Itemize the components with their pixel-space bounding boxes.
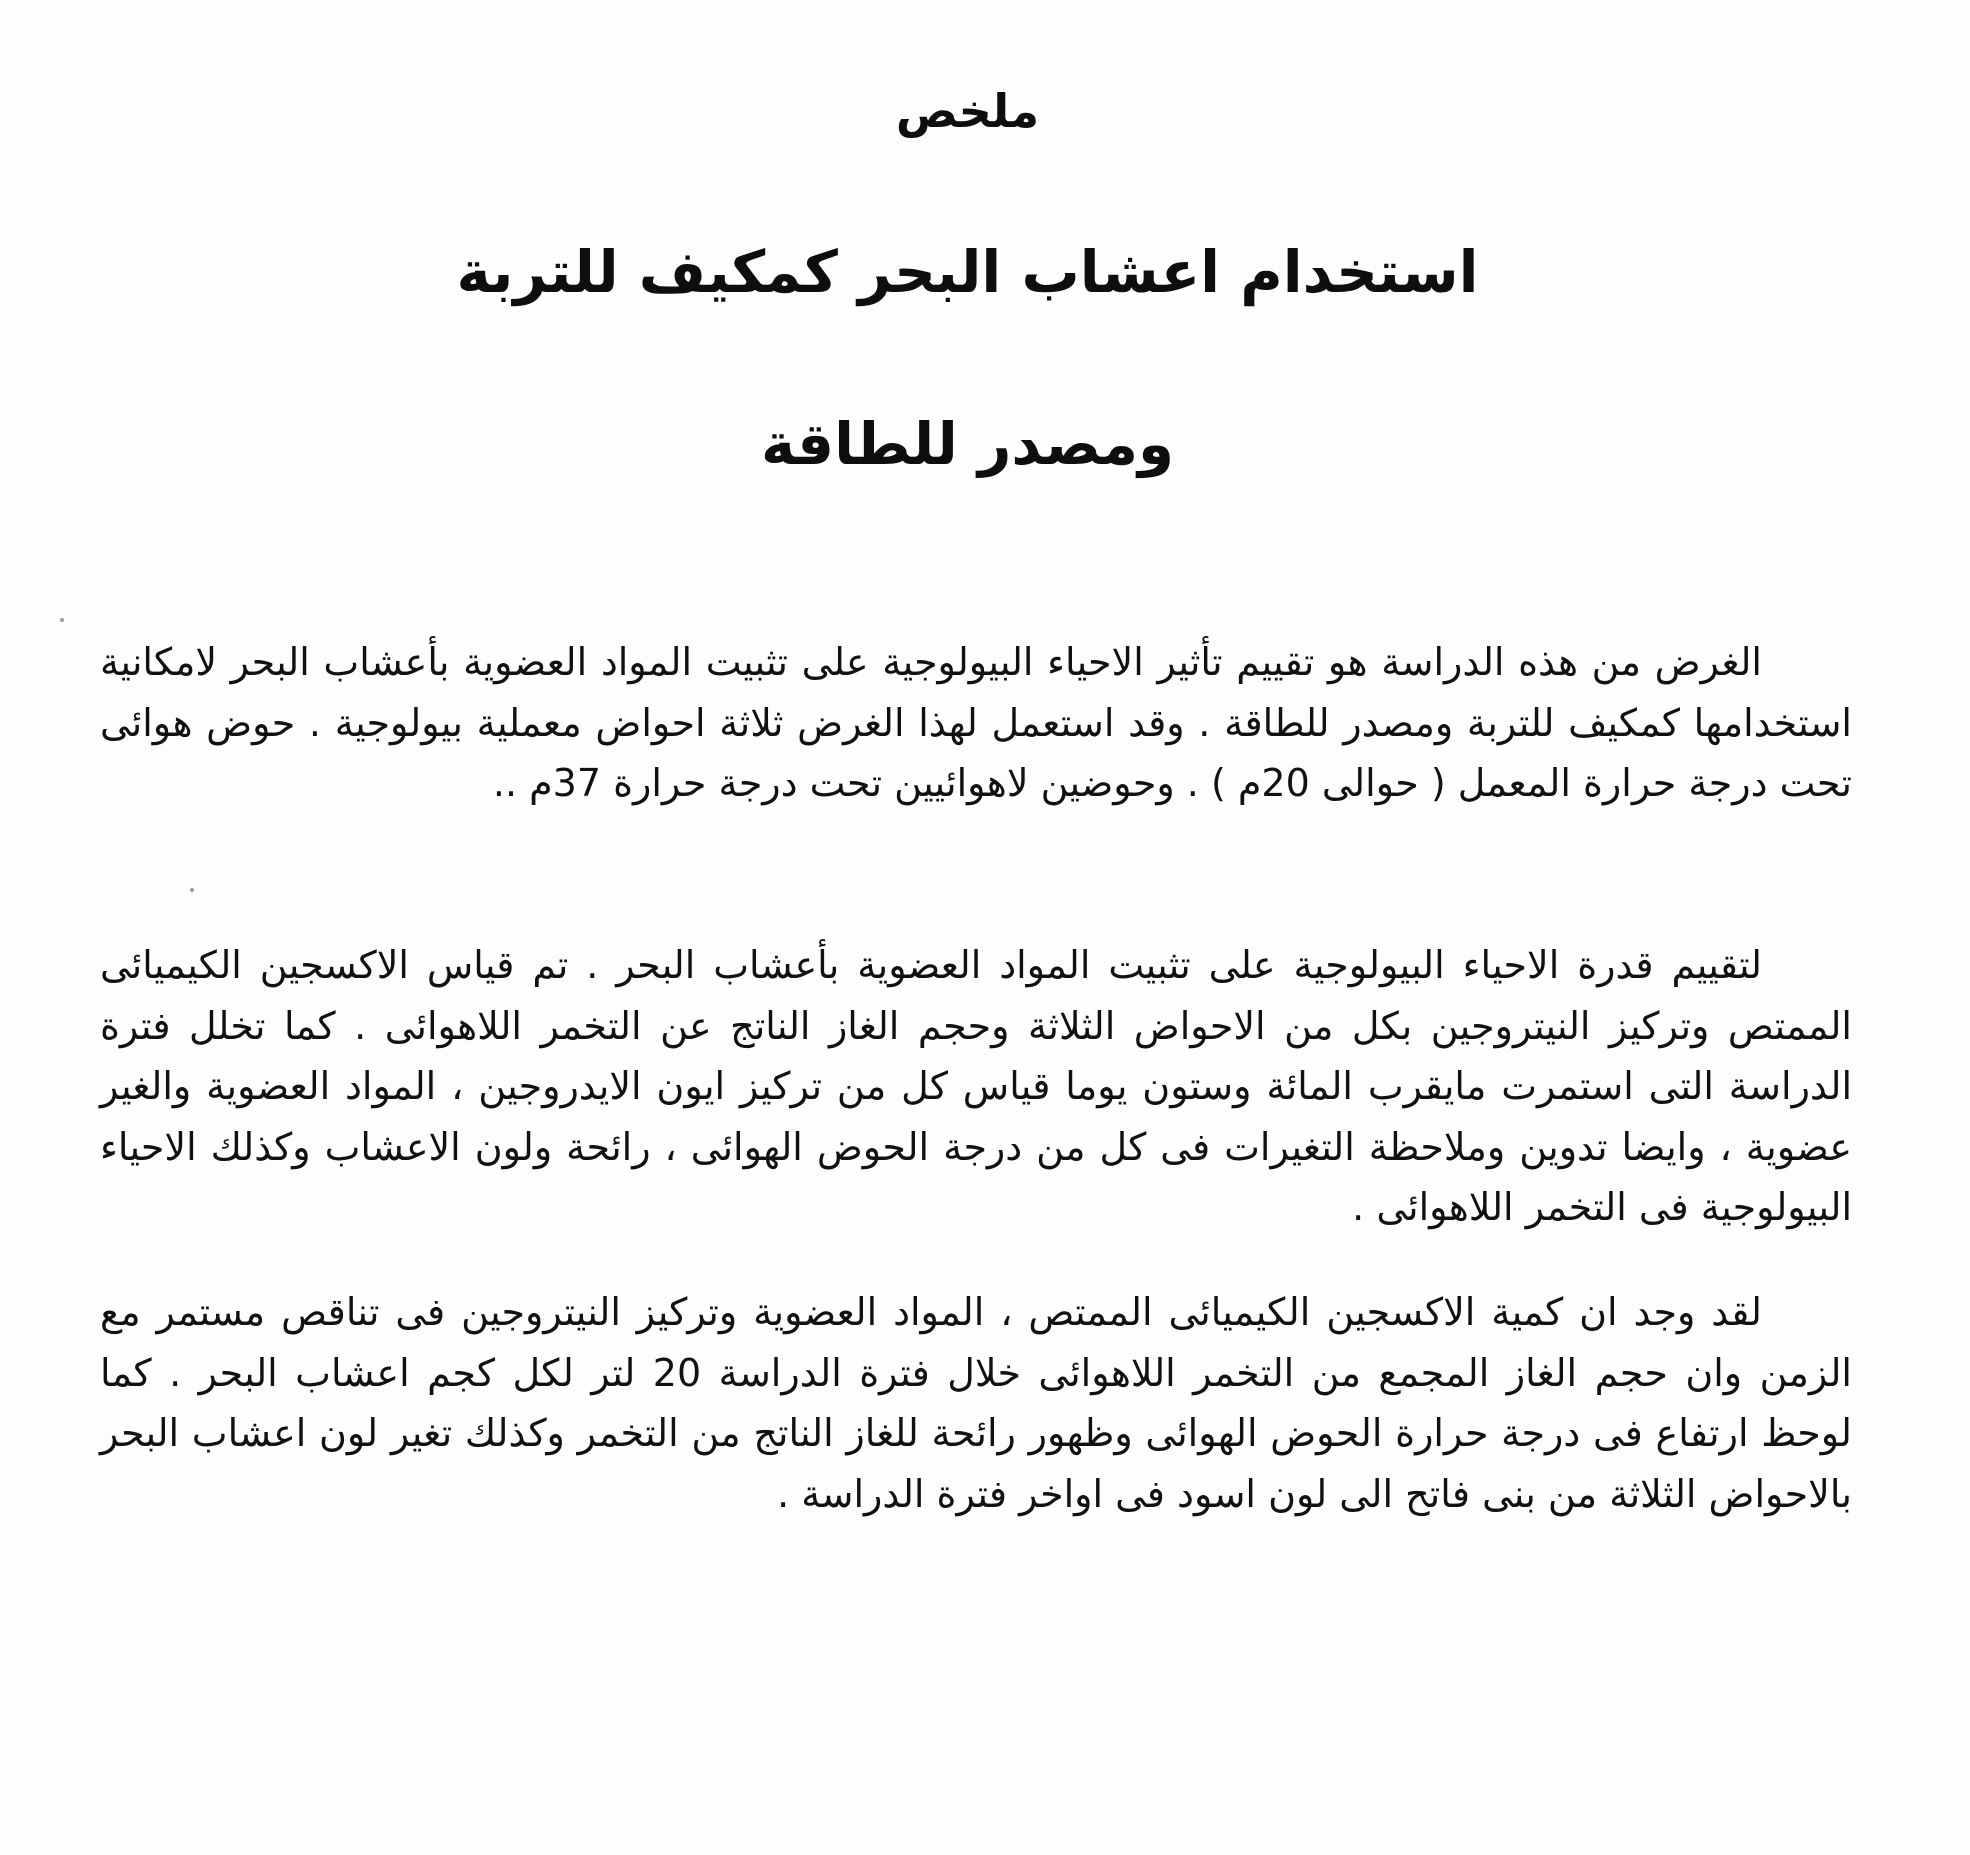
title-line-2: ومصدر للطاقة bbox=[760, 410, 1175, 478]
abstract-paragraph-2: لتقييم قدرة الاحياء البيولوجية على تثبيت المواد العضوية بأعشاب البحر . تم قياس الاكسجين الكيميائى الممتص وتركيز النيتروجين بكل من الاحواض الثلاثة وحجم الغاز الناتج عن التخمر اللاهوائى . كما تخلل فترة الدراسة التى استمرت مايقرب المائة وستون يوما قياس كل من تركيز ايون الايدروجين ، المواد العضوية والغير عضوية ، وايضا تدوين وملاحظة التغيرات فى كل من درجة الحوض الهوائى ، رائحة ولون الاعشاب وكذلك الاحياء البيولوجية فى التخمر اللاهوائى . bbox=[100, 943, 1852, 1229]
title-line-1: استخدام اعشاب البحر كمكيف للتربة bbox=[456, 238, 1479, 306]
scan-speck bbox=[190, 888, 194, 892]
abstract-paragraph-3: لقد وجد ان كمية الاكسجين الكيميائى الممتص ، المواد العضوية وتركيز النيتروجين فى تناقص مستمر مع الزمن وان حجم الغاز المجمع من التخمر اللاهوائى خلال فترة الدراسة 20 لتر لكل كجم اعشاب البحر . كما لوحظ ارتفاع فى درجة حرارة الحوض الهوائى وظهور رائحة للغاز الناتج من التخمر وكذلك تغير لون اعشاب البحر بالاحواض الثلاثة من بنى فاتح الى لون اسود فى اواخر فترة الدراسة . bbox=[100, 1290, 1852, 1516]
abstract-paragraph-1: الغرض من هذه الدراسة هو تقييم تأثير الاحياء البيولوجية على تثبيت المواد العضوية بأعشاب البحر لامكانية استخدامها كمكيف للتربة ومصدر للطاقة . وقد استعمل لهذا الغرض ثلاثة احواض معملية بيولوجية . حوض هوائى تحت درجة حرارة المعمل ( حوالى 20م ) . وحوضين لاهوائيين تحت درجة حرارة 37م .. bbox=[100, 640, 1852, 805]
scan-speck bbox=[60, 618, 64, 622]
summary-label: ملخص bbox=[895, 84, 1040, 138]
